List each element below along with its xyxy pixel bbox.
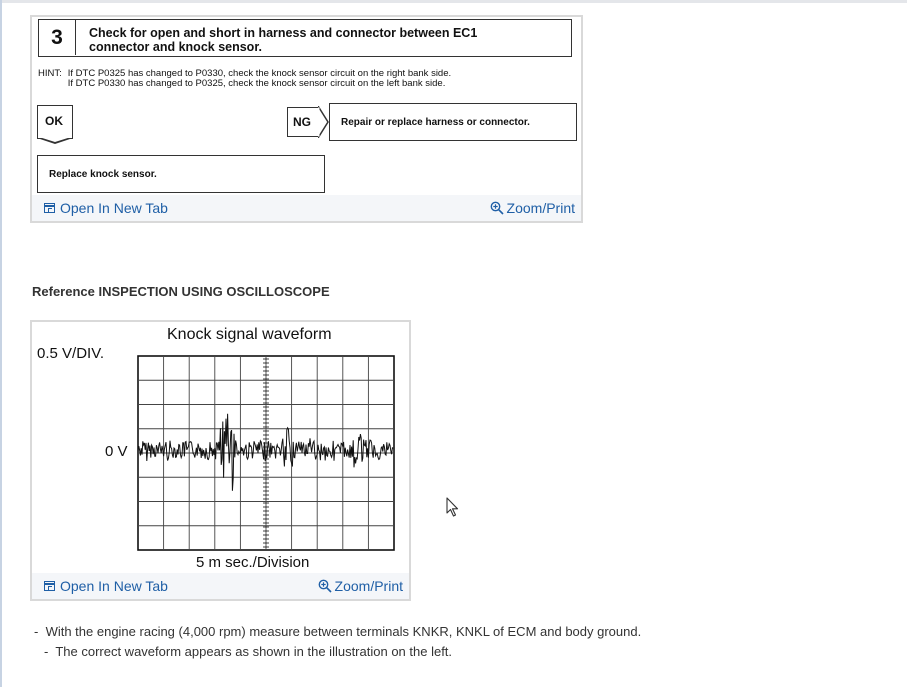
open-new-tab-label: Open In New Tab [60, 578, 168, 594]
top-bar [0, 0, 907, 3]
step-header-box [38, 19, 572, 57]
open-new-tab-link-2[interactable] [44, 578, 168, 594]
figure-2-footer [32, 573, 409, 599]
step-title-line-2: connector and knock sensor. [89, 40, 262, 54]
ok-label: OK [45, 114, 63, 128]
oscilloscope-figure [30, 320, 411, 601]
diagnostic-step-figure [30, 15, 583, 223]
note-item-2: - The correct waveform appears as shown in the illustration on the left. [44, 644, 453, 659]
zero-volt-label: 0 V [105, 443, 128, 460]
hint-label: HINT: [38, 68, 62, 79]
ng-action-box: Repair or replace harness or connector. [329, 103, 577, 141]
mouse-pointer-icon [446, 497, 460, 517]
figure-1-footer [32, 195, 581, 221]
waveform-title: Knock signal waveform [167, 326, 332, 343]
zoom-print-link[interactable] [490, 200, 575, 216]
left-edge-strip [0, 0, 2, 687]
zoom-print-link-2[interactable] [318, 578, 403, 594]
note-item-1: - With the engine racing (4,000 rpm) measure between terminals KNKR, KNKL of ECM and body ground. [34, 624, 642, 639]
hint-block [38, 69, 451, 89]
ng-result-box [287, 107, 319, 137]
note-text-1: With the engine racing (4,000 rpm) measure between terminals KNKR, KNKL of ECM and body ground. [45, 624, 642, 639]
open-tab-icon [44, 581, 55, 591]
step-title [89, 26, 559, 54]
ok-arrow-notch-inner [39, 137, 71, 142]
open-tab-icon [44, 203, 55, 213]
step-number: 3 [39, 20, 76, 55]
ok-result-box [37, 105, 73, 139]
zoom-icon [490, 201, 504, 215]
hint-lines [68, 69, 451, 89]
open-new-tab-label: Open In New Tab [60, 200, 168, 216]
reference-title: Reference INSPECTION USING OSCILLOSCOPE [32, 284, 330, 299]
zoom-print-label: Zoom/Print [334, 578, 403, 594]
ok-action-box: Replace knock sensor. [37, 155, 325, 193]
step-title-line-1: Check for open and short in harness and connector between EC1 [89, 26, 478, 40]
ng-label: NG [293, 115, 311, 129]
note-text-2: The correct waveform appears as shown in the illustration on the left. [55, 644, 453, 659]
time-per-division-label: 5 m sec./Division [196, 554, 310, 571]
volts-per-division-label: 0.5 V/DIV. [37, 345, 104, 362]
hint-line-2: If DTC P0330 has changed to P0325, check the knock sensor circuit on the left bank side. [67, 78, 446, 89]
hint-line-1: If DTC P0325 has changed to P0330, check the knock sensor circuit on the right bank side. [67, 68, 452, 79]
inspection-notes [34, 622, 641, 662]
zoom-icon [318, 579, 332, 593]
zoom-print-label: Zoom/Print [506, 200, 575, 216]
open-new-tab-link[interactable] [44, 200, 168, 216]
